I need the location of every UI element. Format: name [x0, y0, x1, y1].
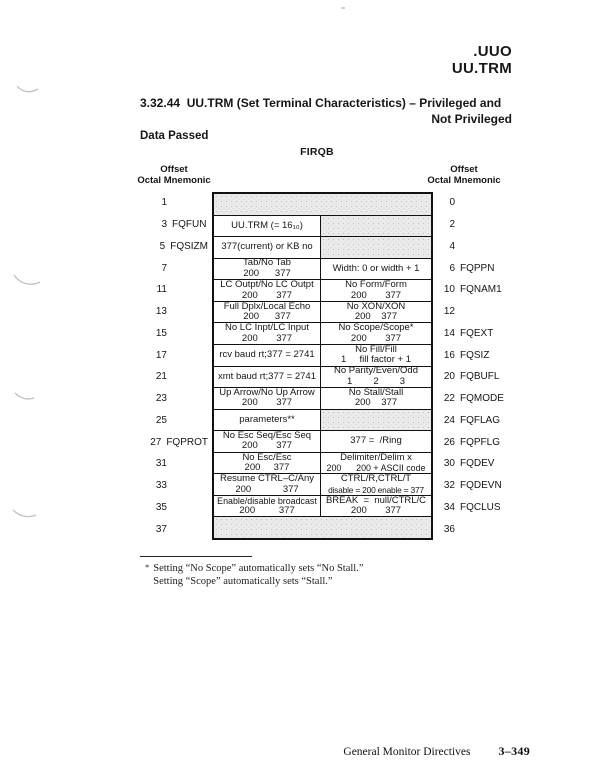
cell-line: Resume CTRL–C/Any [220, 473, 314, 485]
offset-octal: 30 [443, 458, 455, 470]
offset-mnemonic: FQPROT [166, 436, 208, 448]
offset-label-left [140, 453, 208, 475]
cell-line: No Esc/Esc [242, 451, 292, 463]
offset-octal: 35 [155, 501, 167, 513]
offset-octal: 25 [155, 414, 167, 426]
offset-octal: 10 [443, 284, 455, 296]
offset-label-right [437, 257, 509, 279]
cell-line: 377(current) or KB no [221, 241, 313, 253]
column-header-left-octal-mnemonic: Octal Mnemonic [137, 175, 211, 186]
cell-line: 1 2 3 [346, 375, 406, 387]
section-heading-line2: Not Privileged [431, 112, 512, 126]
table-cell-left [214, 367, 321, 388]
offset-octal: 21 [155, 371, 167, 383]
offset-mnemonic: FQSIZM [170, 240, 208, 252]
offset-label-left [140, 214, 208, 236]
table-row [214, 344, 431, 366]
offset-octal: 0 [449, 197, 455, 209]
margin-mark [16, 82, 40, 96]
footer-title: General Monitor Directives [343, 746, 471, 758]
footnote-marker: * [145, 562, 150, 572]
cell-line: No XON/XON [346, 300, 406, 312]
cell-line: 200 377 [241, 332, 293, 344]
offset-octal: 4 [449, 240, 455, 252]
cell-line: CTRL/R,CTRL/T [340, 473, 412, 485]
offset-label-left [140, 323, 208, 345]
offset-octal: 14 [443, 327, 455, 339]
firqb-table [212, 192, 433, 540]
offset-octal: 33 [155, 480, 167, 492]
table-row [214, 322, 431, 344]
table-cell-left [214, 216, 321, 237]
table-cell-left [214, 431, 321, 452]
offset-octal: 6 [449, 262, 455, 274]
offset-mnemonic: FQPPN [460, 262, 495, 274]
cell-line: 200 377 [243, 311, 291, 323]
offset-mnemonic: FQBUFL [460, 371, 500, 383]
cell-line: disable = 200 enable = 377 [328, 484, 424, 495]
table-cell-right [321, 388, 431, 409]
offset-octal: 11 [156, 284, 167, 296]
offset-label-right [437, 236, 509, 258]
table-row [214, 236, 431, 258]
table-cell-left [214, 280, 321, 301]
table-cell-right [321, 496, 431, 517]
cell-line: No Scope/Scope* [338, 322, 414, 334]
table-cell-left [214, 302, 321, 323]
offset-label-left [140, 301, 208, 323]
column-header-left-offset: Offset [160, 164, 188, 175]
offset-label-left [140, 497, 208, 519]
table-cell-right [321, 280, 431, 301]
offset-label-left [140, 344, 208, 366]
footnote-line2: Setting “Scope” automatically sets “Stall.” [153, 576, 333, 587]
table-row [214, 215, 431, 237]
table-row [214, 366, 431, 388]
offset-octal: 34 [443, 501, 455, 513]
table-cell-left [214, 345, 321, 366]
offset-mnemonic: FQFLAG [460, 414, 501, 426]
column-header-left [131, 164, 217, 186]
offset-octal: 36 [443, 523, 455, 535]
table-row [214, 301, 431, 323]
table-row [214, 258, 431, 280]
offset-octal: 2 [449, 219, 455, 231]
table-cell-left [214, 496, 321, 517]
offset-label-left [140, 366, 208, 388]
scan-speck [341, 7, 345, 9]
cell-line: 377 = /Ring [350, 435, 402, 447]
column-header-right [421, 164, 507, 186]
cell-line: BREAK = null/CTRL/C [325, 494, 427, 506]
column-header-right-octal-mnemonic: Octal Mnemonic [427, 175, 501, 186]
offset-mnemonic: FQCLUS [460, 501, 501, 513]
cell-line: 200 377 [243, 267, 291, 279]
table-cell-left [214, 453, 321, 474]
offset-label-right [437, 192, 509, 214]
cell-line: 200 377 [239, 505, 295, 517]
reserved-cell [321, 216, 431, 237]
offset-label-right [437, 301, 509, 323]
offset-label-left [140, 192, 208, 214]
table-cell-right [321, 323, 431, 344]
cell-line: 200 377 [241, 440, 293, 452]
offset-labels-left [140, 192, 208, 540]
table-row [214, 430, 431, 452]
offset-octal: 17 [155, 349, 167, 361]
offset-mnemonic: FQSIZ [460, 349, 490, 361]
data-passed-label: Data Passed [140, 130, 209, 142]
offset-label-left [140, 388, 208, 410]
offset-octal: 27 [150, 436, 162, 448]
cell-line: 200 377 [241, 289, 293, 301]
cell-line: No Parity/Even/Odd [334, 365, 418, 377]
cell-line: rcv baud rt;377 = 2741 [219, 348, 315, 360]
table-cell-right [321, 474, 431, 495]
cell-line: UU.TRM (= 16₁₀) [231, 219, 303, 231]
offset-mnemonic: FQDEVN [460, 480, 502, 492]
table-row [214, 452, 431, 474]
cell-line: No LC Inpt/LC Input [225, 322, 309, 334]
offset-octal: 26 [443, 436, 455, 448]
offset-label-left [140, 475, 208, 497]
cell-line: 200 377 [244, 462, 290, 474]
offset-label-right [437, 410, 509, 432]
figure-title: FIRQB [300, 146, 334, 158]
margin-mark [12, 270, 42, 288]
cell-line: 200 377 [354, 397, 398, 409]
footnote [145, 562, 364, 588]
cell-line: Width: 0 or width + 1 [332, 262, 420, 274]
table-cell-right [321, 431, 431, 452]
offset-mnemonic: FQEXT [460, 327, 494, 339]
cell-line: Tab/No Tab [243, 257, 291, 269]
offset-mnemonic: FQDEV [460, 458, 495, 470]
offset-mnemonic: FQFUN [172, 219, 207, 231]
margin-mark [14, 390, 36, 402]
cell-line: LC Outpt/No LC Outpt [220, 279, 314, 291]
table-row [214, 473, 431, 495]
table-cell-left [214, 259, 321, 280]
cell-line: 200 377 [350, 289, 402, 301]
cell-line: Up Arrow/No Up Arrow [219, 386, 315, 398]
table-cell-left [214, 323, 321, 344]
table-row [214, 495, 431, 517]
offset-octal: 37 [155, 523, 167, 535]
table-cell-left [214, 388, 321, 409]
offset-label-left [140, 236, 208, 258]
reserved-cell [321, 237, 431, 258]
cell-line: Delimiter/Delim x [340, 451, 412, 463]
offset-mnemonic: FQMODE [460, 393, 504, 405]
offset-octal: 7 [161, 262, 167, 274]
cell-line: Enable/disable broadcast [217, 495, 317, 506]
running-head [340, 43, 512, 77]
table-row [214, 279, 431, 301]
cell-line: parameters** [239, 413, 295, 425]
table-row [214, 194, 431, 215]
section-heading-line1: 3.32.44 UU.TRM (Set Terminal Characteristics) – Privileged and [140, 96, 502, 110]
cell-line: 200 377 [350, 332, 402, 344]
offset-octal: 22 [443, 393, 455, 405]
table-cell-right [321, 345, 431, 366]
offset-label-left [140, 518, 208, 540]
column-header-right-offset: Offset [450, 164, 478, 175]
offset-octal: 13 [155, 306, 167, 318]
offset-octal: 15 [155, 327, 167, 339]
margin-mark [12, 506, 38, 520]
running-head-uutrm: UU.TRM [451, 60, 512, 77]
table-row [214, 387, 431, 409]
offset-octal: 1 [161, 197, 167, 209]
offset-label-right [437, 518, 509, 540]
table-cell-left [214, 237, 321, 258]
cell-line: 200 377 [235, 483, 299, 495]
cell-line: 200 377 [354, 311, 398, 323]
offset-mnemonic: FQPFLG [460, 436, 501, 448]
cell-line: No Stall/Stall [348, 386, 404, 398]
cell-line: No Esc Seq/Esc Seq [222, 429, 312, 441]
footnote-text [153, 562, 363, 588]
reserved-cell [214, 194, 431, 215]
cell-line: 1 fill factor + 1 [341, 354, 411, 366]
reserved-cell [321, 410, 431, 431]
offset-octal: 23 [155, 393, 167, 405]
table-cell-left [214, 474, 321, 495]
table-row [214, 409, 431, 431]
offset-label-left [140, 257, 208, 279]
cell-line: Full Dplx/Local Echo [223, 300, 311, 312]
cell-line: No Form/Form [345, 279, 407, 291]
cell-line: xmt baud rt;377 = 2741 [218, 370, 316, 382]
offset-label-right [437, 431, 509, 453]
offset-labels-right [437, 192, 509, 540]
reserved-cell [214, 517, 431, 538]
offset-label-right [437, 366, 509, 388]
offset-octal: 5 [159, 240, 166, 252]
cell-line: 200 377 [241, 397, 293, 409]
offset-mnemonic: FQNAM1 [460, 284, 502, 296]
page-footer [230, 744, 530, 759]
offset-octal: 3 [161, 219, 167, 231]
offset-label-right [437, 279, 509, 301]
offset-label-right [437, 323, 509, 345]
table-cell-right [321, 259, 431, 280]
offset-label-left [140, 431, 208, 453]
footnote-rule [140, 556, 252, 557]
offset-octal: 24 [443, 414, 455, 426]
offset-label-right [437, 214, 509, 236]
offset-label-right [437, 475, 509, 497]
offset-octal: 12 [443, 306, 455, 318]
footnote-line1: Setting “No Scope” automatically sets “No Stall.” [153, 563, 364, 574]
section-heading [140, 95, 512, 127]
table-cell-left [214, 410, 321, 431]
running-head-uuo: .UUO [473, 43, 512, 60]
offset-label-right [437, 497, 509, 519]
page-number: 3–349 [498, 744, 530, 758]
table-cell-right [321, 367, 431, 388]
cell-line: 200 200 + ASCII code [326, 463, 426, 474]
table-row [214, 516, 431, 538]
table-cell-right [321, 302, 431, 323]
offset-label-left [140, 410, 208, 432]
offset-label-right [437, 453, 509, 475]
offset-octal: 20 [443, 371, 455, 383]
offset-octal: 31 [155, 458, 167, 470]
offset-label-right [437, 388, 509, 410]
offset-label-right [437, 344, 509, 366]
offset-octal: 16 [443, 349, 455, 361]
offset-label-left [140, 279, 208, 301]
cell-line: No Fill/Fill [355, 343, 397, 355]
cell-line: 200 377 [350, 505, 402, 517]
offset-octal: 32 [443, 480, 455, 492]
table-cell-right [321, 453, 431, 474]
